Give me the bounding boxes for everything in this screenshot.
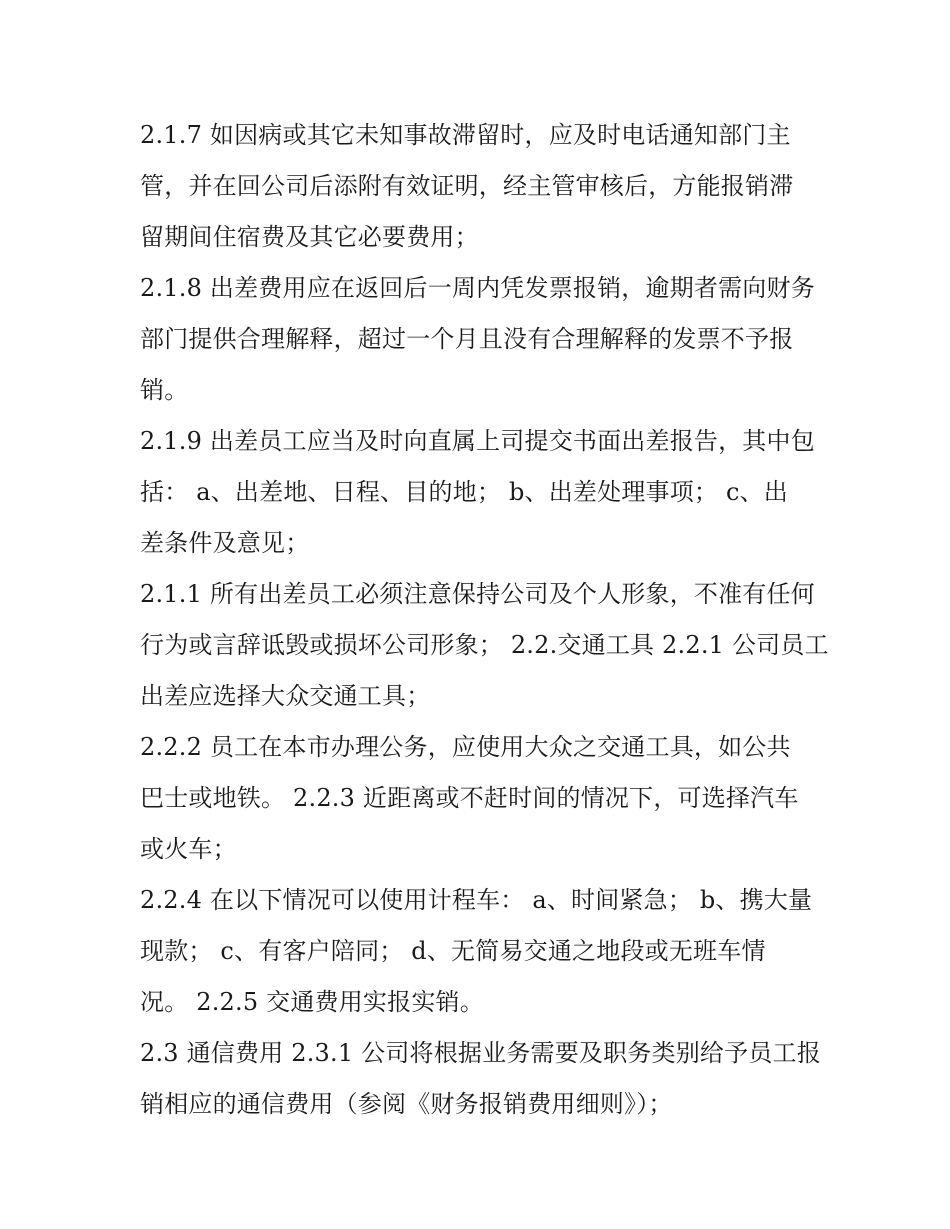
text-line: 现款； c、有客户陪同； d、无简易交通之地段或无班车情 — [140, 937, 766, 965]
text-line: 2.3 通信费用 2.3.1 公司将根据业务需要及职务类别给予员工报 — [140, 1039, 821, 1067]
text-line: 2.1.7 如因病或其它未知事故滞留时，应及时电话通知部门主 — [140, 121, 791, 149]
text-line: 差条件及意见； — [140, 529, 310, 557]
text-line: 管，并在回公司后添附有效证明，经主管审核后，方能报销滞 — [140, 172, 794, 200]
paragraph-2-2-2 — [140, 722, 830, 875]
text-line: 况。 2.2.5 交通费用实报实销。 — [140, 988, 484, 1016]
paragraph-2-2-4 — [140, 875, 830, 1028]
text-line: 2.1.9 出差员工应当及时向直属上司提交书面出差报告，其中包 — [140, 427, 815, 455]
text-line: 2.1.8 出差费用应在返回后一周内凭发票报销，逾期者需向财务 — [140, 274, 815, 302]
text-line: 2.2.2 员工在本市办理公务，应使用大众之交通工具，如公共 — [140, 733, 791, 761]
text-line: 2.2.4 在以下情况可以使用计程车： a、时间紧急； b、携大量 — [140, 886, 813, 914]
paragraph-2-1-9 — [140, 416, 830, 569]
text-line: 出差应选择大众交通工具； — [140, 682, 431, 710]
text-line: 销相应的通信费用（参阅《财务报销费用细则》）； — [140, 1090, 673, 1118]
paragraph-2-1-8 — [140, 263, 830, 416]
paragraph-2-1-1 — [140, 569, 830, 722]
text-line: 巴士或地铁。 2.2.3 近距离或不赶时间的情况下，可选择汽车 — [140, 784, 799, 812]
text-line: 销。 — [140, 376, 189, 404]
text-line: 留期间住宿费及其它必要费用； — [140, 223, 479, 251]
text-line: 2.1.1 所有出差员工必须注意保持公司及个人形象，不准有任何 — [140, 580, 815, 608]
text-line: 或火车； — [140, 835, 237, 863]
text-line: 括： a、出差地、日程、目的地； b、出差处理事项； c、出 — [140, 478, 788, 506]
text-line: 部门提供合理解释，超过一个月且没有合理解释的发票不予报 — [140, 325, 794, 353]
text-line: 行为或言辞诋毁或损坏公司形象； 2.2.交通工具 2.2.1 公司员工 — [140, 631, 829, 659]
paragraph-2-1-7 — [140, 110, 830, 263]
document-body — [140, 110, 830, 1130]
paragraph-2-3 — [140, 1028, 830, 1130]
